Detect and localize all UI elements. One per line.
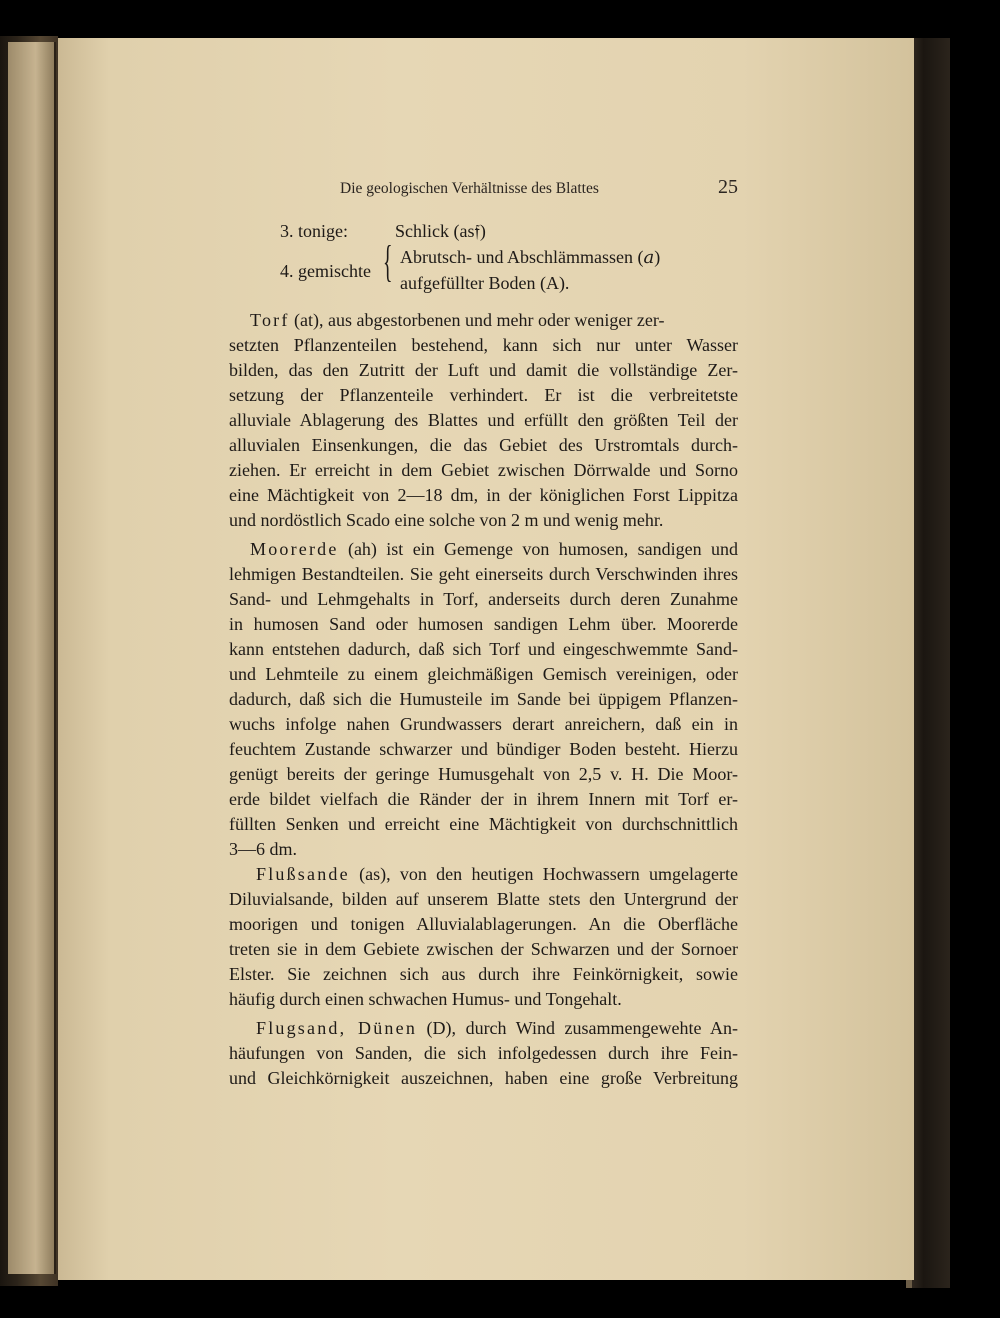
paragraph-moorerde-line: dadurch, daß sich die Humusteile im Sande bei üppigem Pflanzen- <box>229 689 738 709</box>
paragraph-flugsand-line: und Gleichkörnigkeit auszeichnen, haben eine große Verbreitung <box>229 1068 738 1088</box>
paragraph-torf-line: bilden, das den Zutritt der Luft und damit die vollständige Zer- <box>229 360 738 380</box>
paragraph-moorerde-line: erde bildet vielfach die Ränder der in ihrem Innern mit Torf er- <box>229 789 738 809</box>
paragraph-moorerde-line: 3—6 dm. <box>229 839 298 859</box>
page-number: 25 <box>718 176 738 198</box>
left-page-edge <box>8 42 56 1274</box>
paragraph-moorerde-line: kann entstehen dadurch, daß sich Torf und eingeschwemmte Sand- <box>229 639 738 659</box>
paragraph-torf-line: setzten Pflanzenteilen bestehend, kann sich nur unter Wasser <box>229 335 738 355</box>
term-flugsand: Flugsand, Dünen <box>256 1018 418 1038</box>
paragraph-torf-line-1: Torf (at), aus abgestorbenen und mehr oder weniger zer- <box>250 310 665 330</box>
paragraph-torf-line: alluvialen Einsenkungen, die das Gebiet des Urstromtals durch- <box>229 435 738 455</box>
term-flusssande: Flußsande <box>256 864 350 884</box>
item-4-number: 4. gemischte <box>280 261 371 281</box>
page-header <box>340 178 738 202</box>
item-3-value: Schlick (as𝔣) <box>395 221 486 241</box>
paragraph-torf-line: und nordöstlich Scado eine solche von 2 m und wenig mehr. <box>229 510 664 530</box>
paragraph-moorerde-line: in humosen Sand oder humosen sandigen Lehm über. Moorerde <box>229 614 738 634</box>
paragraph-torf-line: ziehen. Er erreicht in dem Gebiet zwischen Dörrwalde und Sorno <box>229 460 738 480</box>
item-3-number: 3. tonige: <box>280 221 348 241</box>
paragraph-flugsand-line: häufungen von Sanden, die sich infolgedessen durch ihre Fein- <box>229 1043 738 1063</box>
paragraph-flusssande-line: Elster. Sie zeichnen sich aus durch ihre Feinkörnigkeit, sowie <box>229 964 738 984</box>
paragraph-flusssande-line: häufig durch einen schwachen Humus- und Tongehalt. <box>229 989 622 1009</box>
paragraph-moorerde-line: feuchtem Zustande schwarzer und bündiger Boden besteht. Hierzu <box>229 739 738 759</box>
paragraph-flusssande-line-1: Flußsande (as), von den heutigen Hochwassern umgelagerte <box>256 864 738 884</box>
paragraph-torf-line: eine Mächtigkeit von 2—18 dm, in der königlichen Forst Lippitza <box>229 485 738 505</box>
item-4-value-1: Abrutsch- und Abschlämmassen (𝑎) <box>400 247 661 267</box>
paragraph-flusssande-line: moorigen und tonigen Alluvialablagerungen. An die Oberfläche <box>229 914 738 934</box>
running-title: Die geologischen Verhältnisse des Blattes <box>340 180 599 197</box>
paragraph-flugsand-line-1: Flugsand, Dünen (D), durch Wind zusammengewehte An- <box>256 1018 739 1038</box>
paragraph-moorerde-line: wuchs infolge nahen Grundwassers derart anreichern, daß ein in <box>229 714 738 734</box>
paragraph-moorerde-line-1: Moorerde (ah) ist ein Gemenge von humosen, sandigen und <box>250 539 738 559</box>
paragraph-moorerde-line: Sand- und Lehmgehalts in Torf, anderseits durch deren Zunahme <box>229 589 738 609</box>
paragraph-moorerde-line: genügt bereits der geringe Humusgehalt von 2,5 v. H. Die Moor- <box>229 764 738 784</box>
paragraph-flusssande-line: Diluvialsande, bilden auf unserem Blatte stets den Untergrund der <box>229 889 738 909</box>
paragraph-moorerde-line: und Lehmteile zu einem gleichmäßigen Gemisch vereinigen, oder <box>229 664 738 684</box>
paragraph-torf-line: setzung der Pflanzenteile verhindert. Er ist die verbreitetste <box>229 385 738 405</box>
item-4-value-2: aufgefüllter Boden (A). <box>400 273 570 293</box>
curly-brace: { <box>383 237 393 286</box>
paragraph-flusssande-line: treten sie in dem Gebiete zwischen der Schwarzen und der Sornoer <box>229 939 738 959</box>
paragraph-torf-line: alluviale Ablagerung des Blattes und erfüllt den größten Teil der <box>229 410 738 430</box>
paragraph-moorerde-line: lehmigen Bestandteilen. Sie geht einerseits durch Verschwinden ihres <box>229 564 738 584</box>
paragraph-moorerde-line: füllten Senken und erreicht eine Mächtigkeit von durchschnittlich <box>229 814 738 834</box>
term-moorerde: Moorerde <box>250 539 339 559</box>
term-torf: Torf <box>250 310 290 330</box>
